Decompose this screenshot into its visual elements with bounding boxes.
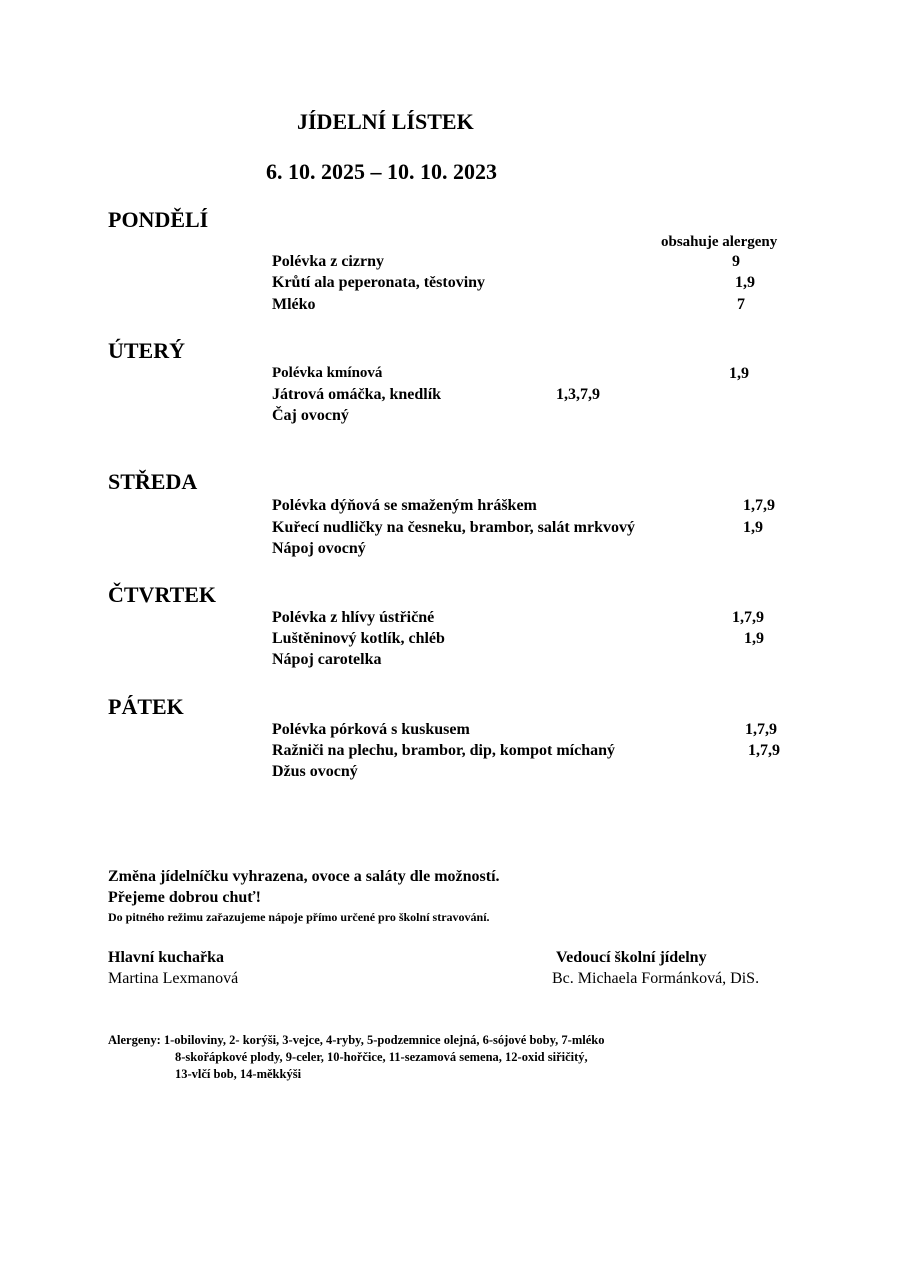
- menu-item-allergens: 1,7,9: [743, 497, 775, 514]
- menu-item-allergens: 1,9: [744, 630, 764, 647]
- page-title: JÍDELNÍ LÍSTEK: [297, 109, 474, 134]
- menu-item-allergens: 1,7,9: [745, 721, 777, 738]
- menu-item: Polévka z hlívy ústřičné: [272, 609, 435, 626]
- canteen-manager-name: Bc. Michaela Formánková, DiS.: [552, 970, 760, 987]
- menu-item: Mléko: [272, 296, 316, 313]
- menu-item-allergens: 1,9: [729, 365, 749, 382]
- allergen-legend-line: 8-skořápkové plody, 9-celer, 10-hořčice, 11-sezamová semena, 12-oxid siřičitý,: [175, 1050, 588, 1064]
- menu-item-allergens: 1,7,9: [732, 609, 764, 626]
- menu-item: Čaj ovocný: [272, 407, 349, 424]
- menu-item-allergens: 1,9: [735, 274, 755, 291]
- menu-item: Polévka kmínová: [272, 365, 383, 381]
- day-heading-tuesday: ÚTERÝ: [108, 338, 186, 363]
- enjoy-meal-note: Přejeme dobrou chuť!: [108, 889, 261, 906]
- menu-item: Nápoj ovocný: [272, 540, 366, 557]
- menu-item: Luštěninový kotlík, chléb: [272, 630, 445, 647]
- allergen-legend-line: Alergeny: 1-obiloviny, 2- korýši, 3-vejce, 4-ryby, 5-podzemnice olejná, 6-sójové boby, 7-mléko: [108, 1033, 605, 1047]
- menu-item: Polévka pórková s kuskusem: [272, 721, 470, 738]
- menu-item-allergens: 1,7,9: [748, 742, 780, 759]
- menu-item-allergens: 1,9: [743, 519, 763, 536]
- menu-change-note: Změna jídelníčku vyhrazena, ovoce a saláty dle možností.: [108, 868, 500, 885]
- canteen-manager-role: Vedoucí školní jídelny: [556, 949, 707, 966]
- allergen-legend-line: 13-vlčí bob, 14-měkkýši: [175, 1067, 302, 1081]
- menu-item: Ražniči na plechu, brambor, dip, kompot míchaný: [272, 742, 616, 759]
- menu-item: Nápoj carotelka: [272, 651, 382, 668]
- day-heading-thursday: ČTVRTEK: [108, 582, 217, 607]
- menu-item-allergens: 9: [732, 253, 740, 270]
- day-heading-monday: PONDĚLÍ: [108, 207, 209, 232]
- drinks-note: Do pitného režimu zařazujeme nápoje přímo určené pro školní stravování.: [108, 910, 490, 924]
- menu-item-allergens: 7: [737, 296, 745, 313]
- head-cook-name: Martina Lexmanová: [108, 970, 239, 987]
- day-heading-friday: PÁTEK: [108, 694, 184, 719]
- allergen-column-header: obsahuje alergeny: [661, 234, 778, 250]
- menu-item: Polévka z cizrny: [272, 253, 384, 270]
- menu-item: Kuřecí nudličky na česneku, brambor, salát mrkvový: [272, 519, 635, 536]
- head-cook-role: Hlavní kuchařka: [108, 949, 225, 966]
- menu-item-allergens: 1,3,7,9: [556, 386, 600, 403]
- menu-item: Krůtí ala peperonata, těstoviny: [272, 274, 486, 291]
- date-range: 6. 10. 2025 – 10. 10. 2023: [266, 159, 497, 184]
- menu-item: Játrová omáčka, knedlík: [272, 386, 442, 403]
- menu-item: Džus ovocný: [272, 763, 358, 780]
- day-heading-wednesday: STŘEDA: [108, 469, 198, 494]
- menu-item: Polévka dýňová se smaženým hráškem: [272, 497, 537, 514]
